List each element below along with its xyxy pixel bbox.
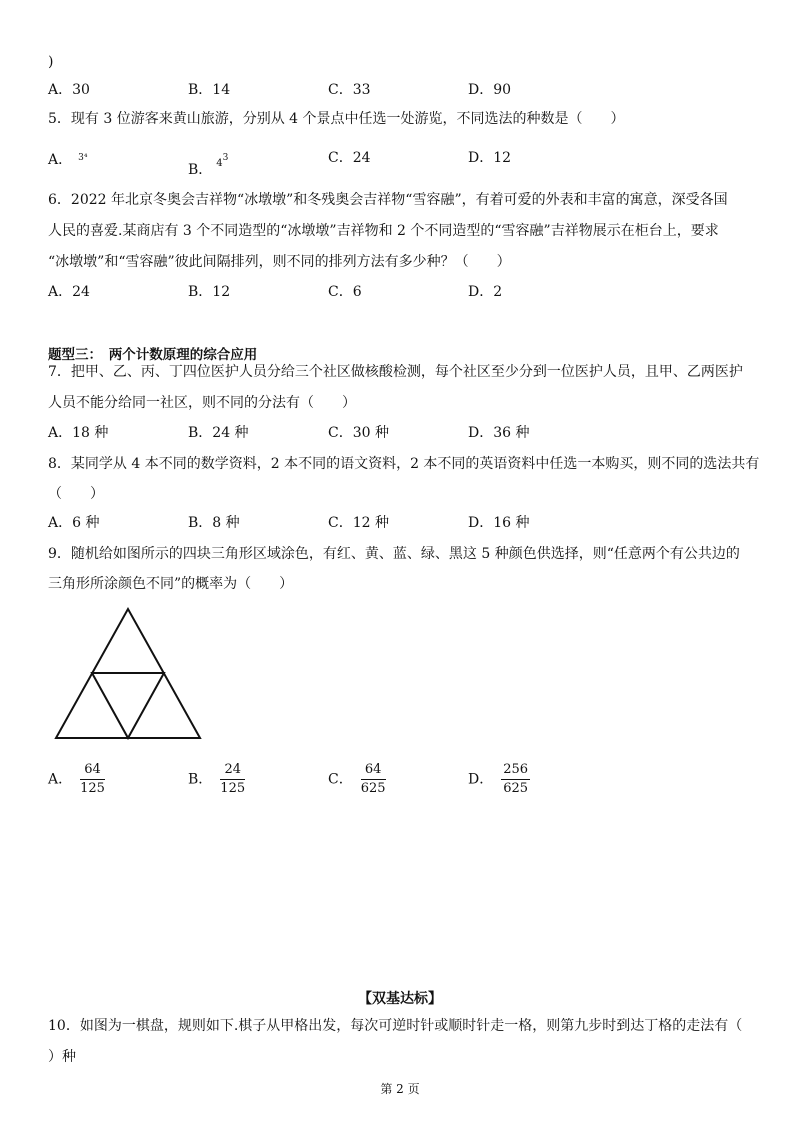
option-d[interactable]: D．90 <box>468 82 512 98</box>
option-a[interactable]: A．6 种 <box>48 515 100 531</box>
option-b[interactable]: B．24 种 <box>188 425 249 441</box>
option-c[interactable]: C． $\frac{64}{625}$ <box>328 762 386 796</box>
question-7-line-1: 7．把甲、乙、丙、丁四位医护人员分给三个社区做核酸检测，每个社区至少分到一位医护人员，且甲、乙两医护 <box>48 364 743 380</box>
page-number: 第 2 页 <box>380 1082 420 1096</box>
option-c[interactable]: C．6 <box>328 284 362 300</box>
inner-triangle <box>92 673 164 738</box>
question-8-line-2: （ ） <box>48 486 104 502</box>
option-b[interactable]: B．8 种 <box>188 515 240 531</box>
question-9-line-2: 三角形所涂颜色不同”的概率为（ ） <box>48 576 294 592</box>
question-6-line-2: 人民的喜爱.某商店有 3 个不同造型的“冰墩墩”吉祥物和 2 个不同造型的“雪容融”吉祥物展示在柜台上，要求 <box>48 223 719 239</box>
question-7-line-2: 人员不能分给同一社区，则不同的分法有（ ） <box>48 395 356 411</box>
option-c[interactable]: C．12 种 <box>328 515 389 531</box>
option-d[interactable]: D．36 种 <box>468 425 530 441</box>
option-d[interactable]: D．2 <box>468 284 503 300</box>
option-a[interactable]: A． $\frac{64}{125}$ <box>48 762 105 796</box>
option-d[interactable]: D． $\frac{256}{625}$ <box>468 762 529 796</box>
option-b[interactable]: B．12 <box>188 284 231 300</box>
double-base-title: 【双基达标】 <box>358 991 442 1007</box>
option-c[interactable]: C．33 <box>328 82 371 98</box>
option-a[interactable]: A．24 <box>48 284 90 300</box>
option-b[interactable]: B． $\frac{24}{125}$ <box>188 762 246 796</box>
prev-question-options <box>48 80 748 104</box>
option-a[interactable]: A．18 种 <box>48 425 109 441</box>
option-c[interactable]: C．30 种 <box>328 425 389 441</box>
question-6-line-1: 6．2022 年北京冬奥会吉祥物“冰墩墩”和冬残奥会吉祥物“雪容融”，有着可爱的外表和丰富的寓意，深受各国 <box>48 192 728 208</box>
question-9-line-1: 9．随机给如图所示的四块三角形区域涂色，有红、黄、蓝、绿、黑这 5 种颜色供选择，则“任意两个有公共边的 <box>48 546 740 562</box>
triangle-figure <box>48 604 208 744</box>
option-b[interactable]: B． $^{43}$ <box>188 153 229 178</box>
option-b[interactable]: B．14 <box>188 82 231 98</box>
question-6-line-3: “冰墩墩”和“雪容融”彼此间隔排列，则不同的排列方法有多少种？（ ） <box>48 254 511 270</box>
question-8-options <box>48 513 748 537</box>
option-d[interactable]: D．12 <box>468 150 512 166</box>
question-10-line-2: ）种 <box>48 1049 76 1065</box>
question-5-text: 5．现有 3 位游客来黄山旅游，分别从 4 个景点中任选一处游览，不同选法的种数是（ ） <box>48 111 625 127</box>
option-d[interactable]: D．16 种 <box>468 515 530 531</box>
question-6-options <box>48 282 748 306</box>
question-10-line-1: 10．如图为一棋盘，规则如下.棋子从甲格出发，每次可逆时针或顺时针走一格，则第九步时到达丁格的走法有（ <box>48 1018 743 1034</box>
question-9-options <box>48 762 748 802</box>
section-heading-3: 题型三： 两个计数原理的综合应用 <box>48 347 258 363</box>
prev-question-paren: ) <box>48 54 54 70</box>
option-c[interactable]: C．24 <box>328 150 371 166</box>
option-a[interactable]: A． $^{3^4}$ <box>48 152 88 168</box>
option-a[interactable]: A．30 <box>48 82 90 98</box>
question-5-options <box>48 148 748 178</box>
question-8-line-1: 8．某同学从 4 本不同的数学资料，2 本不同的语文资料，2 本不同的英语资料中任选一本购买，则不同的选法共有 <box>48 456 760 472</box>
question-7-options <box>48 423 748 447</box>
